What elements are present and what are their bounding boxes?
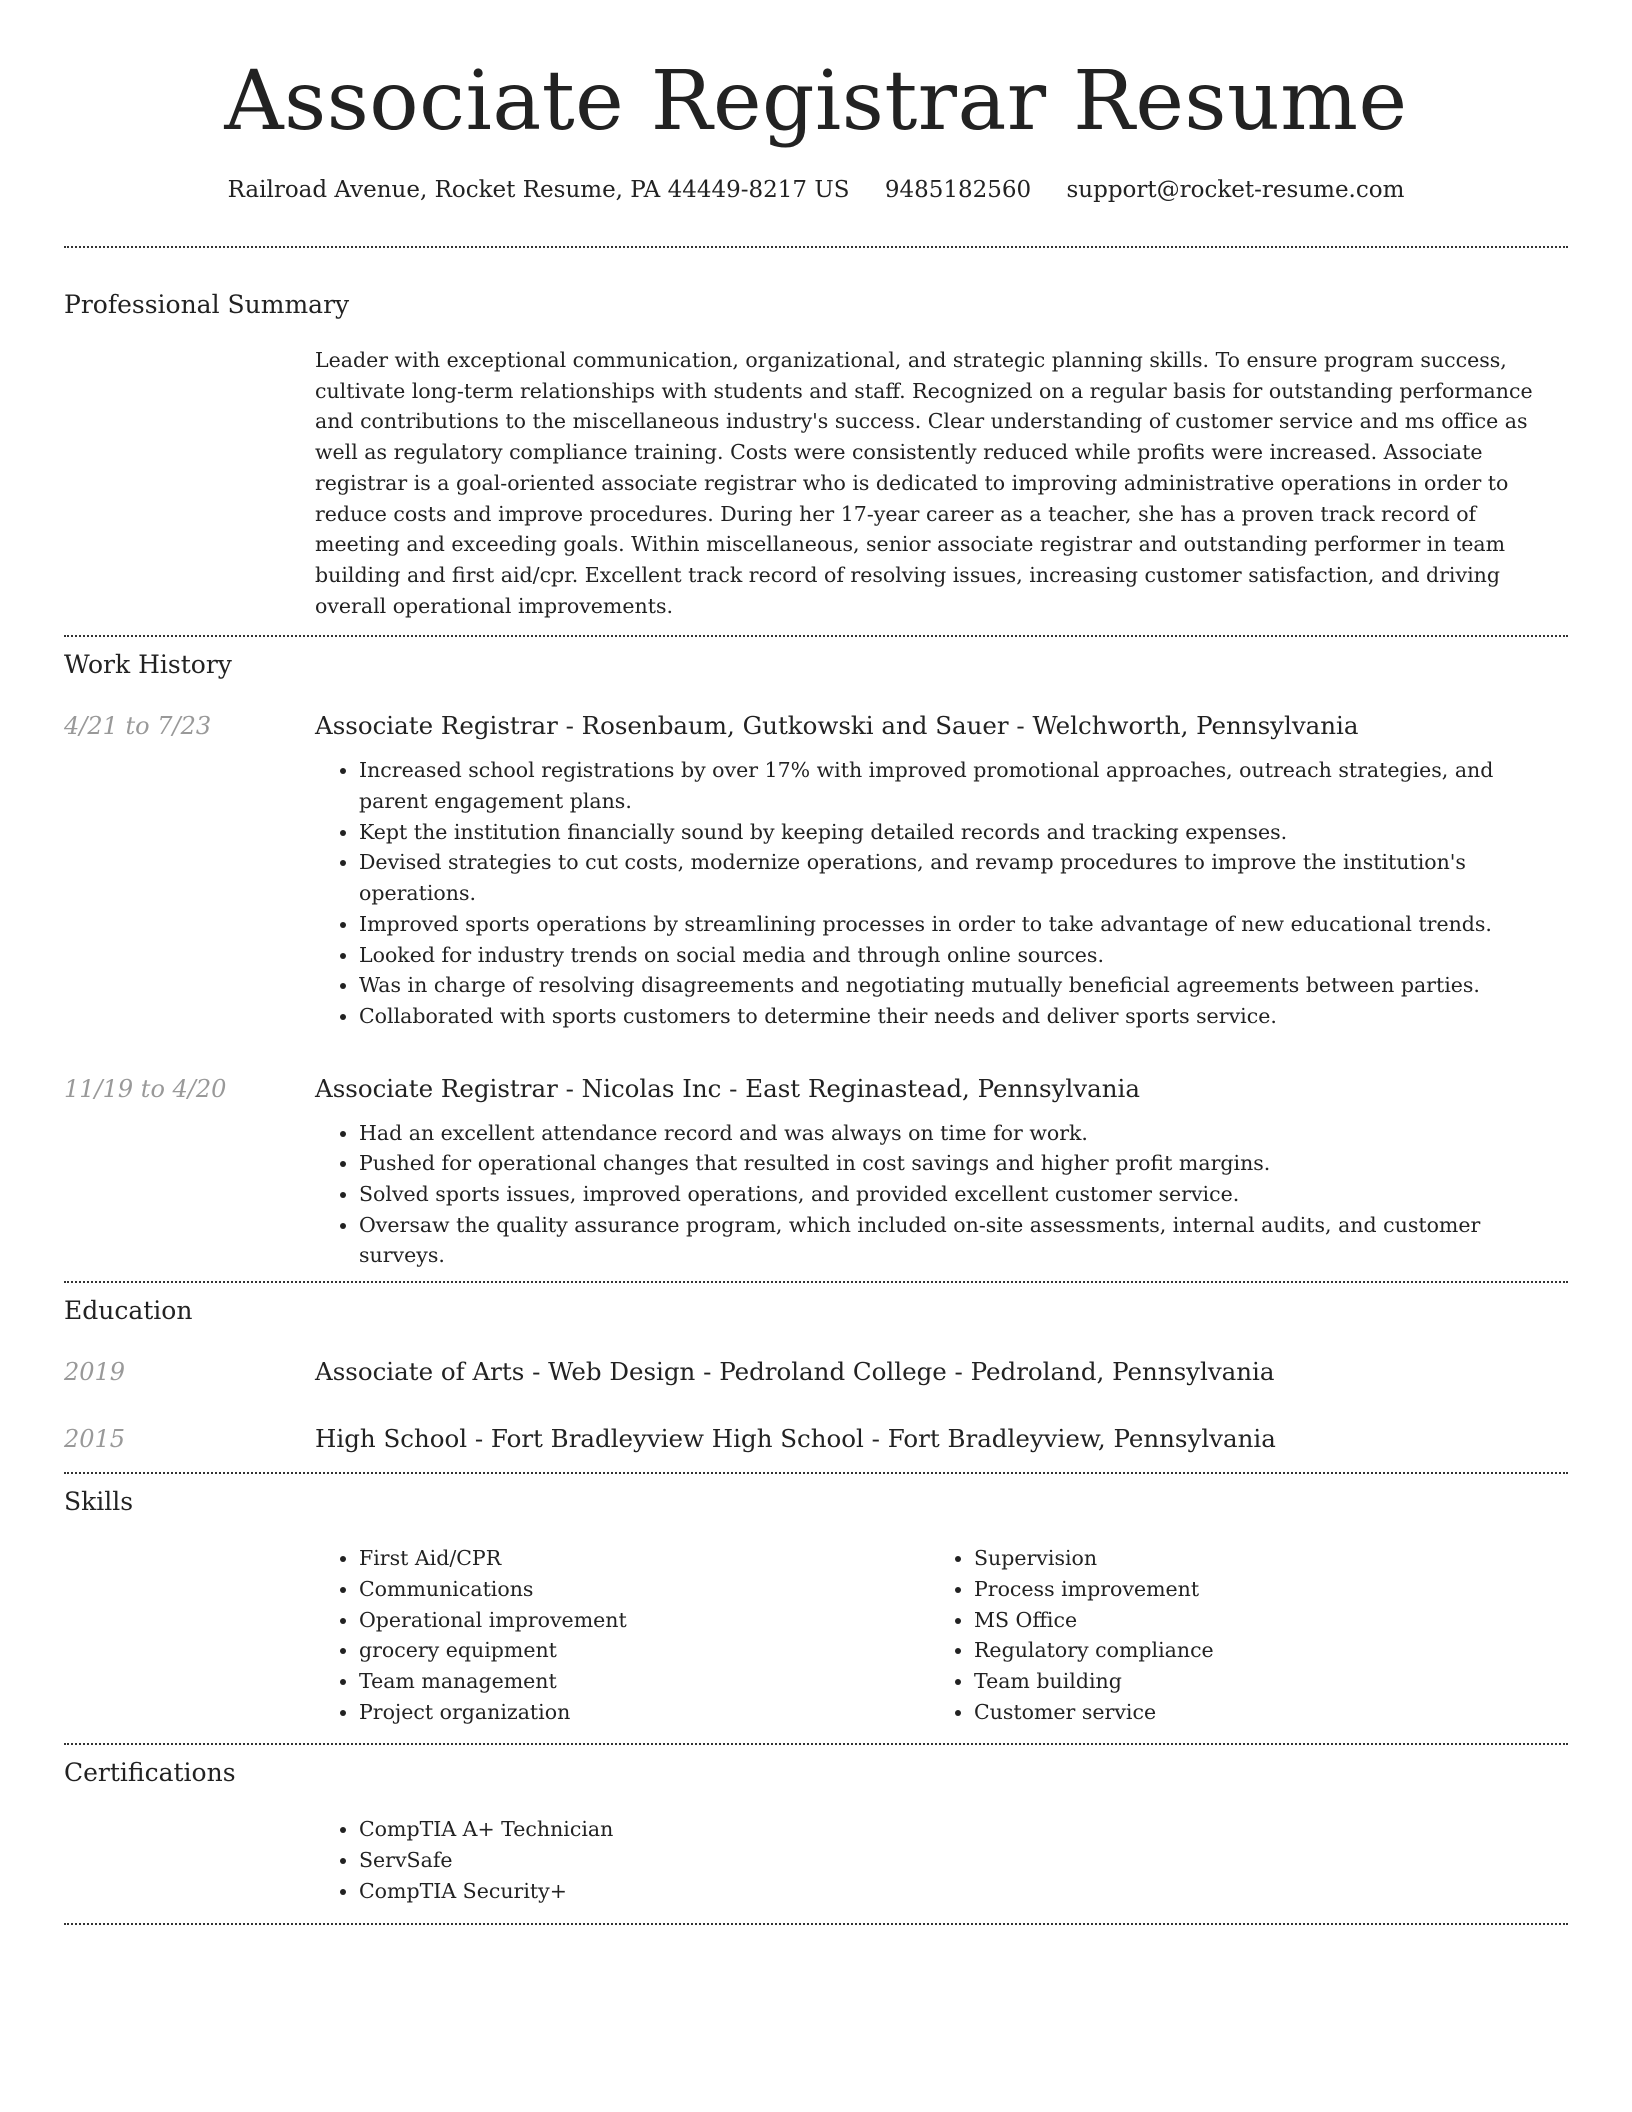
job-role: Associate Registrar	[315, 711, 558, 741]
list-item: • Oversaw the quality assurance program, which included on-site assessments, internal audits, and customer surveys.	[359, 1210, 1568, 1271]
job-role: Associate Registrar	[315, 1073, 558, 1103]
list-item: • Improved sports operations by streamlining processes in order to take advantage of new educational trends.	[359, 909, 1568, 940]
education-school: - Fort Bradleyview High School - Fort Bradleyview, Pennsylvania	[467, 1424, 1276, 1454]
skill-item: • Team building	[974, 1666, 1545, 1697]
divider	[64, 1743, 1568, 1745]
list-item: • Kept the institution financially sound by keeping detailed records and tracking expenses.	[359, 817, 1568, 848]
skill-item: • Customer service	[974, 1697, 1545, 1728]
job-dates: 4/21 to 7/23	[64, 712, 212, 741]
list-item: • Collaborated with sports customers to determine their needs and deliver sports service.	[359, 1001, 1568, 1032]
skill-item: • Project organization	[359, 1697, 930, 1728]
skills-list-left	[315, 1543, 930, 1727]
skill-item: • Supervision	[974, 1543, 1545, 1574]
skills-list-right	[930, 1543, 1545, 1727]
education-details	[315, 1422, 1276, 1456]
certifications-section	[64, 1756, 1568, 1906]
list-item: • Devised strategies to cut costs, modernize operations, and revamp procedures to improve the institution's operations.	[359, 847, 1568, 908]
certification-item: • CompTIA Security+	[359, 1876, 1568, 1907]
divider	[64, 1923, 1568, 1925]
education-year: 2015	[64, 1425, 126, 1454]
job-bullets	[315, 1118, 1568, 1272]
education-heading: Education	[64, 1296, 193, 1326]
job-details: - Nicolas Inc - East Reginastead, Pennsylvania	[557, 1073, 1140, 1103]
list-item: • Looked for industry trends on social media and through online sources.	[359, 940, 1568, 971]
divider	[64, 1281, 1568, 1283]
job-dates: 11/19 to 4/20	[64, 1074, 227, 1103]
skills-columns	[315, 1543, 1568, 1727]
divider	[64, 1472, 1568, 1474]
education-entry	[64, 1422, 1568, 1456]
skill-item: • grocery equipment	[359, 1635, 930, 1666]
list-item: • Pushed for operational changes that resulted in cost savings and higher profit margins.	[359, 1148, 1568, 1179]
work-history-heading: Work History	[64, 650, 232, 680]
skills-section	[64, 1485, 1568, 1727]
skills-heading: Skills	[64, 1487, 134, 1517]
summary-text: Leader with exceptional communication, organizational, and strategic planning skills. To ensure program success, cultivate long-term relationships with students and staff. Recognized on a regular basis for outstanding performance and contributions to the miscellaneous industry's success. Clear understanding of customer service and ms office as well as regulatory compliance training. Costs were consistently reduced while profits were increased. Associate registrar is a goal-oriented associate registrar who is dedicated to improving administrative operations in order to reduce costs and improve procedures. During her 17-year career as a teacher, she has a proven track record of meeting and exceeding goals. Within miscellaneous, senior associate registrar and outstanding performer in team building and first aid/cpr. Excellent track record of resolving issues, increasing customer satisfaction, and driving overall operational improvements.	[315, 348, 1533, 618]
job-entry	[64, 709, 1568, 1031]
divider	[64, 635, 1568, 637]
list-item: • Was in charge of resolving disagreements and negotiating mutually beneficial agreements between parties.	[359, 970, 1568, 1001]
education-school: - Pedroland College - Pedroland, Pennsylvania	[695, 1357, 1275, 1387]
summary-section	[64, 288, 1568, 621]
certification-item: • ServSafe	[359, 1845, 1568, 1876]
education-degree: High School	[315, 1424, 468, 1454]
list-item: • Increased school registrations by over 17% with improved promotional approaches, outreach strategies, and parent engagement plans.	[359, 755, 1568, 816]
job-details: - Rosenbaum, Gutkowski and Sauer - Welchworth, Pennsylvania	[557, 711, 1359, 741]
summary-heading: Professional Summary	[64, 290, 350, 319]
education-degree: Associate of Arts - Web Design	[315, 1357, 696, 1387]
contact-line	[64, 174, 1568, 206]
email: support@rocket-resume.com	[1066, 177, 1405, 203]
certifications-heading: Certifications	[64, 1758, 236, 1788]
education-entry	[64, 1355, 1568, 1389]
education-details	[315, 1355, 1275, 1389]
skill-item: • Regulatory compliance	[974, 1635, 1545, 1666]
job-body	[315, 709, 1568, 1031]
job-body	[315, 1072, 1568, 1272]
address: Railroad Avenue, Rocket Resume, PA 44449-8217 US	[227, 177, 850, 203]
education-year: 2019	[64, 1358, 126, 1387]
list-item: • Solved sports issues, improved operations, and provided excellent customer service.	[359, 1179, 1568, 1210]
job-bullets	[315, 755, 1568, 1031]
job-heading	[315, 1072, 1568, 1106]
job-heading	[315, 709, 1568, 743]
skill-item: • First Aid/CPR	[359, 1543, 930, 1574]
skill-item: • MS Office	[974, 1605, 1545, 1636]
divider	[64, 246, 1568, 248]
skill-item: • Operational improvement	[359, 1605, 930, 1636]
certifications-list	[315, 1814, 1568, 1906]
skill-item: • Process improvement	[974, 1574, 1545, 1605]
education-section	[64, 1294, 1568, 1456]
skill-item: • Team management	[359, 1666, 930, 1697]
phone: 9485182560	[884, 177, 1032, 203]
certification-item: • CompTIA A+ Technician	[359, 1814, 1568, 1845]
skill-item: • Communications	[359, 1574, 930, 1605]
job-entry	[64, 1072, 1568, 1272]
list-item: • Had an excellent attendance record and was always on time for work.	[359, 1118, 1568, 1149]
resume-title: Associate Registrar Resume	[224, 54, 1408, 149]
work-history-section	[64, 648, 1568, 1271]
